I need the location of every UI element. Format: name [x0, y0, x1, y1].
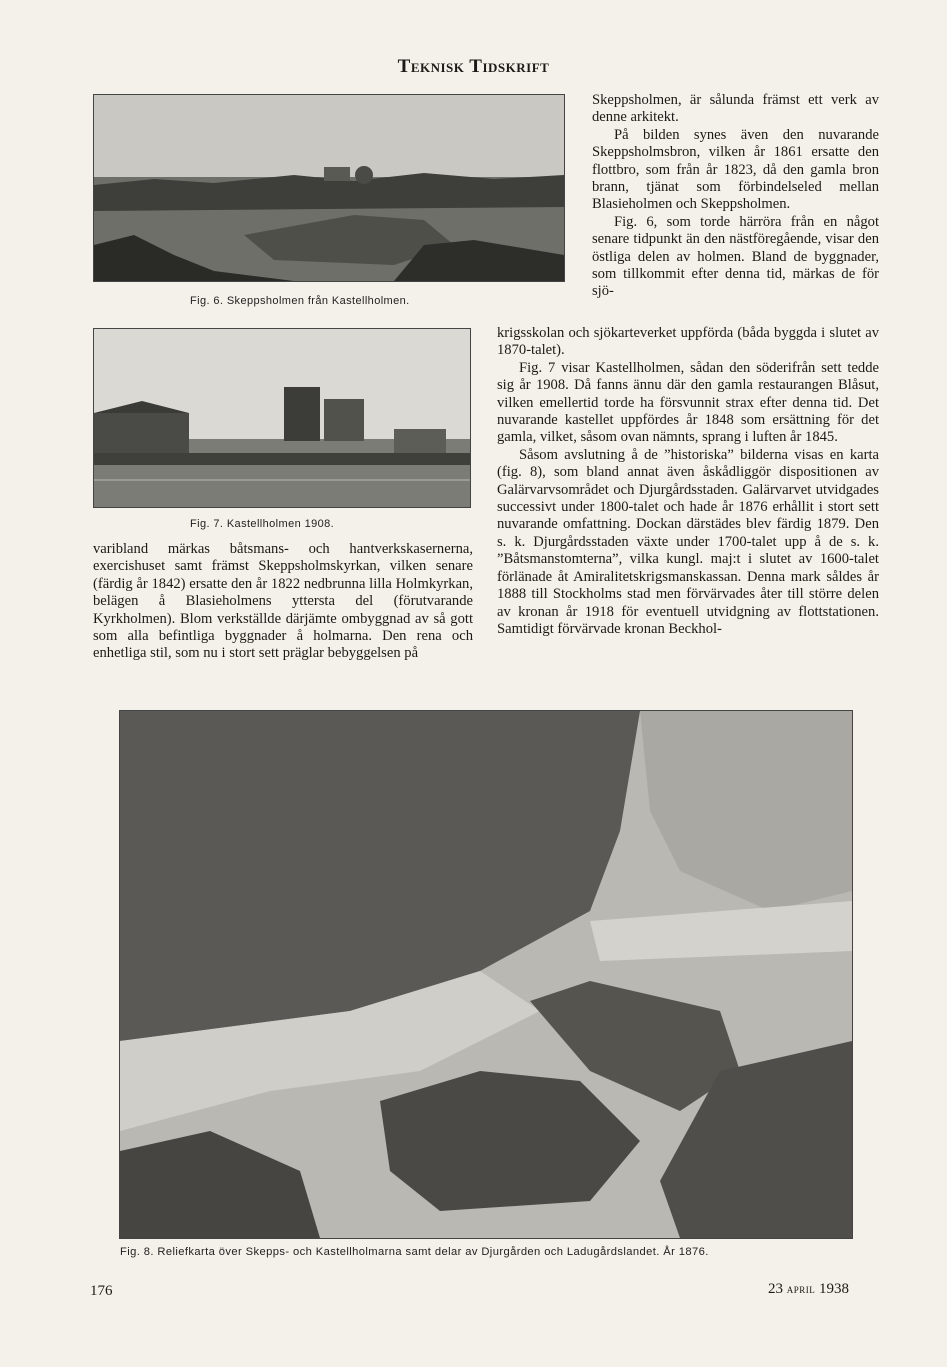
right-column-bottom [497, 325, 879, 638]
right-paragraph-5: Såsom avslutning å de ”historiska” bilderna visas en karta (fig. 8), som bland annat även åskådliggör dispositionen av Galärvarvsområdet och Djurgårdsstaden. Galärvarvet utvidgades successivt under 1800-talet och hade år 1876 erhållit i stort sett nuvarande omfattning. Dockan därstädes blev färdig 1879. Den s. k. Djurgårdsstaden växte under 1700-talet upp å de s. k. ”Båtsmanstomterna”, vilka kungl. maj:t i slutet av 1600-talet förlänade åt Amiralitetskrigsmanskassan. Denna mark såldes år 1888 till Stockholms stad men förvärvades åter till större delen av kronan år 1918 för eventuell utvidgning av flottstationen. Samtidigt förvärvade kronan Beckhol- [497, 446, 879, 637]
page-number: 176 [90, 1283, 113, 1299]
left-paragraph-1: varibland märkas båtsmans- och hantverkskasernerna, exercishuset samt främst Skeppsholmskyrkan, vilken senare (färdig år 1842) ersatte den år 1822 nedbrunna lilla Holmkyrkan, belägen å Blasieholmens yttersta del (förutvarande Kyrkholmen). Blom verkställde därjämte ombyggnad av så gott som alla befintliga byggnader å holmarna. Den rena och enhetliga stil, som nu i stort sett präglar bebyggelsen på [93, 541, 473, 662]
journal-header: Teknisk Tidskrift [397, 56, 550, 77]
figure-8-caption: Fig. 8. Reliefkarta över Skepps- och Kastellholmarna samt delar av Djurgården och Ladugårdslandet. År 1876. [120, 1246, 709, 1258]
right-column-top [592, 92, 879, 301]
right-paragraph-4: Fig. 7 visar Kastellholmen, sådan den söderifrån sett tedde sig år 1908. Då fanns ännu där den gamla restaurangen Blåsut, vilken emellertid torde ha försvunnit strax efter denna tid. Det nuvarande kastellet uppfördes år 1848 som ersättning för det gamla, vilket, såsom ovan nämnts, sprang i luften år 1845. [497, 359, 879, 446]
left-column [93, 541, 473, 663]
issue-date-month: april [786, 1281, 816, 1296]
figure-8-map [119, 710, 853, 1239]
figure-7-photo [93, 328, 471, 508]
right-paragraph-3a: Fig. 6, som torde härröra från en något senare tidpunkt än den nästföregående, visar den östliga delen av holmen. Bland de byggnader, som tillkommit efter denna tid, märkas de för sjö- [592, 213, 879, 300]
figure-6-caption: Fig. 6. Skeppsholmen från Kastellholmen. [190, 295, 410, 307]
issue-date-year: 1938 [819, 1281, 850, 1297]
right-paragraph-1: Skeppsholmen, är sålunda främst ett verk av denne arkitekt. [592, 92, 879, 126]
right-paragraph-2: På bilden synes även den nuvarande Skeppsholmsbron, vilken år 1861 ersatte den flottbro, som från år 1823, då den gamla bron brann, tjänat som förbindelseled mellan Blasieholmen och Skeppsholmen. [592, 126, 879, 213]
figure-6-photo [93, 94, 565, 282]
issue-date [768, 1281, 849, 1298]
figure-7-caption: Fig. 7. Kastellholmen 1908. [190, 518, 335, 530]
right-paragraph-3b: krigsskolan och sjökarteverket uppförda (båda byggda i slutet av 1870-talet). [497, 325, 879, 359]
issue-date-day: 23 [768, 1281, 783, 1297]
